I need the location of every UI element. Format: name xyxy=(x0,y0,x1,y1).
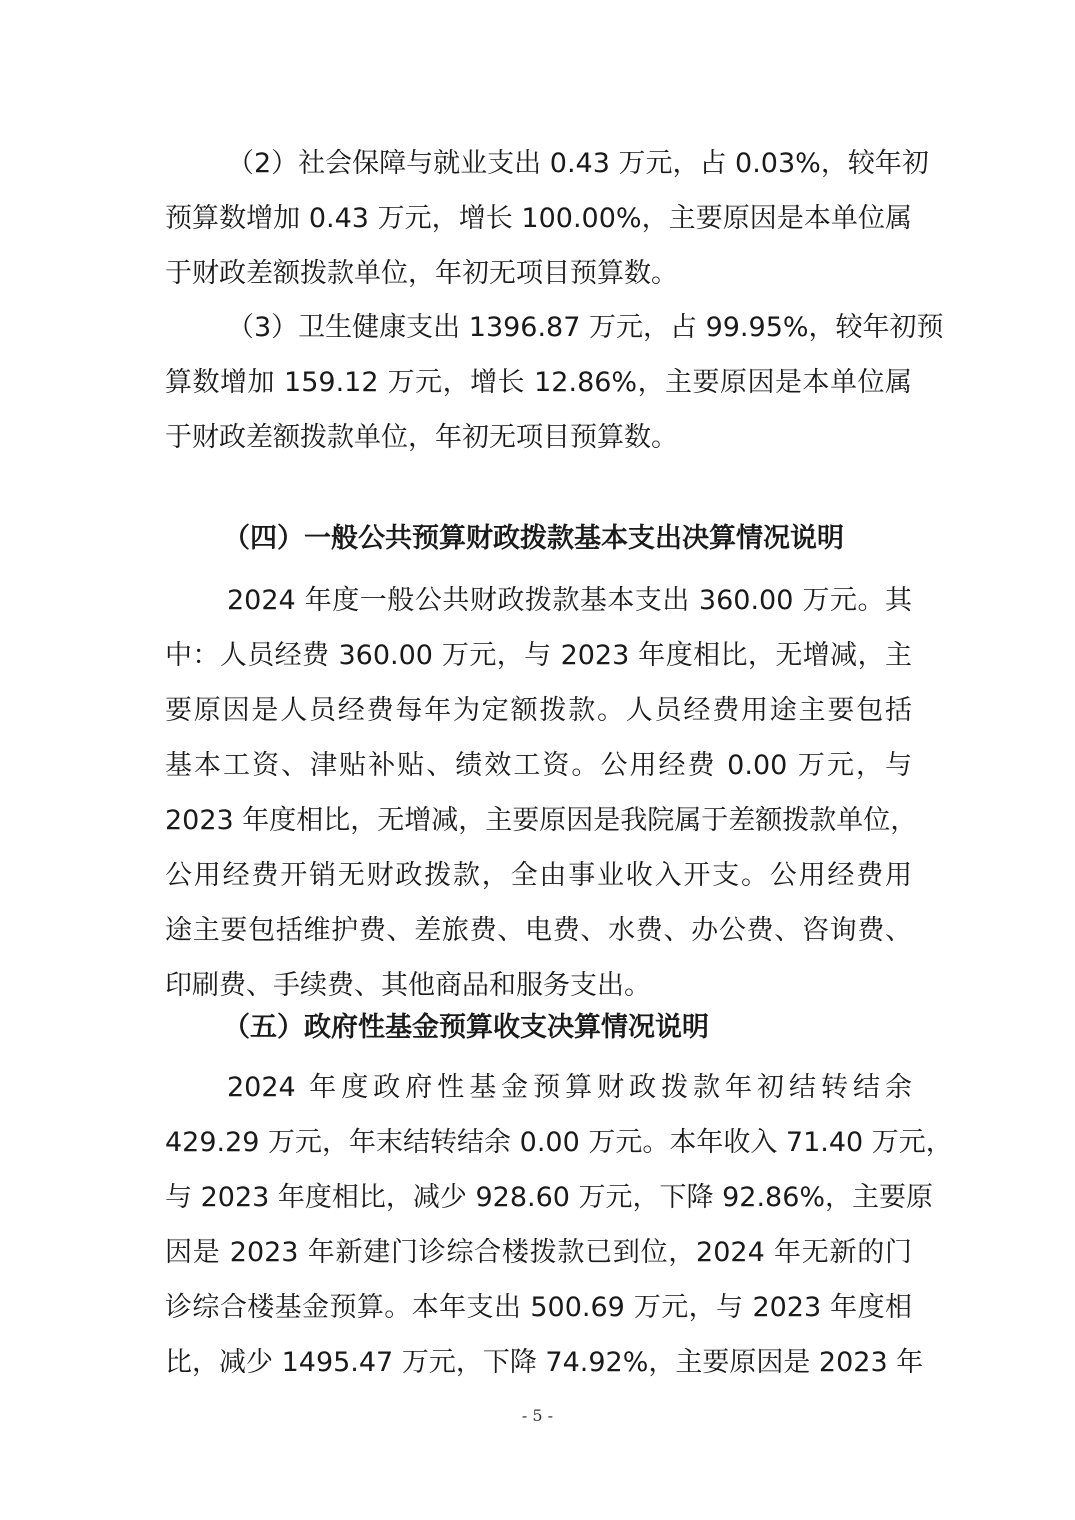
text-line: 算数增加 159.12 万元，增长 12.86%，主要原因是本单位属 xyxy=(165,367,912,398)
text-line: 基本工资、津贴补贴、绩效工资。公用经费 0.00 万元，与 xyxy=(165,750,912,781)
text-line: 与 2023 年度相比，减少 928.60 万元，下降 92.86%，主要原 xyxy=(165,1182,934,1213)
text-line: （五）政府性基金预算收支决算情况说明 xyxy=(223,1012,709,1043)
text-line: 预算数增加 0.43 万元，增长 100.00%，主要原因是本单位属 xyxy=(165,203,912,234)
paragraph-health xyxy=(165,300,944,465)
text-line: 要原因是人员经费每年为定额拨款。人员经费用途主要包括 xyxy=(165,695,912,726)
text-line: 比，减少 1495.47 万元，下降 74.92%，主要原因是 2023 年 xyxy=(165,1347,924,1378)
text-line: 诊综合楼基金预算。本年支出 500.69 万元，与 2023 年度相 xyxy=(165,1292,912,1323)
text-line: 于财政差额拨款单位，年初无项目预算数。 xyxy=(165,258,678,289)
text-line: 中：人员经费 360.00 万元，与 2023 年度相比，无增减，主 xyxy=(165,640,912,671)
paragraph-basic-expenditure xyxy=(165,573,918,1013)
text-line: 429.29 万元，年末结转结余 0.00 万元。本年收入 71.40 万元， xyxy=(165,1127,953,1158)
text-line: （四）一般公共预算财政拨款基本支出决算情况说明 xyxy=(223,523,844,554)
text-line: 因是 2023 年新建门诊综合楼拨款已到位，2024 年无新的门 xyxy=(165,1237,912,1268)
paragraph-social-security xyxy=(165,136,929,301)
text-line: 途主要包括维护费、差旅费、电费、水费、办公费、咨询费、 xyxy=(165,915,912,946)
text-line: 于财政差额拨款单位，年初无项目预算数。 xyxy=(165,422,678,453)
page-number: - 5 - xyxy=(521,1406,554,1425)
text-line: （3）卫生健康支出 1396.87 万元，占 99.95%，较年初预 xyxy=(227,312,944,343)
text-line: 2023 年度相比，无增减，主要原因是我院属于差额拨款单位， xyxy=(165,805,918,836)
text-line: （2）社会保障与就业支出 0.43 万元，占 0.03%，较年初 xyxy=(227,148,929,179)
text-line: 2024 年度政府性基金预算财政拨款年初结转结余 xyxy=(227,1072,912,1103)
text-line: 公用经费开销无财政拨款，全由事业收入开支。公用经费用 xyxy=(165,860,912,891)
text-line: 2024 年度一般公共财政拨款基本支出 360.00 万元。其 xyxy=(227,585,912,616)
text-line: 印刷费、手续费、其他商品和服务支出。 xyxy=(165,970,651,1001)
section-heading-5 xyxy=(165,1000,912,1055)
paragraph-government-fund xyxy=(165,1060,953,1390)
section-heading-4 xyxy=(165,511,912,566)
